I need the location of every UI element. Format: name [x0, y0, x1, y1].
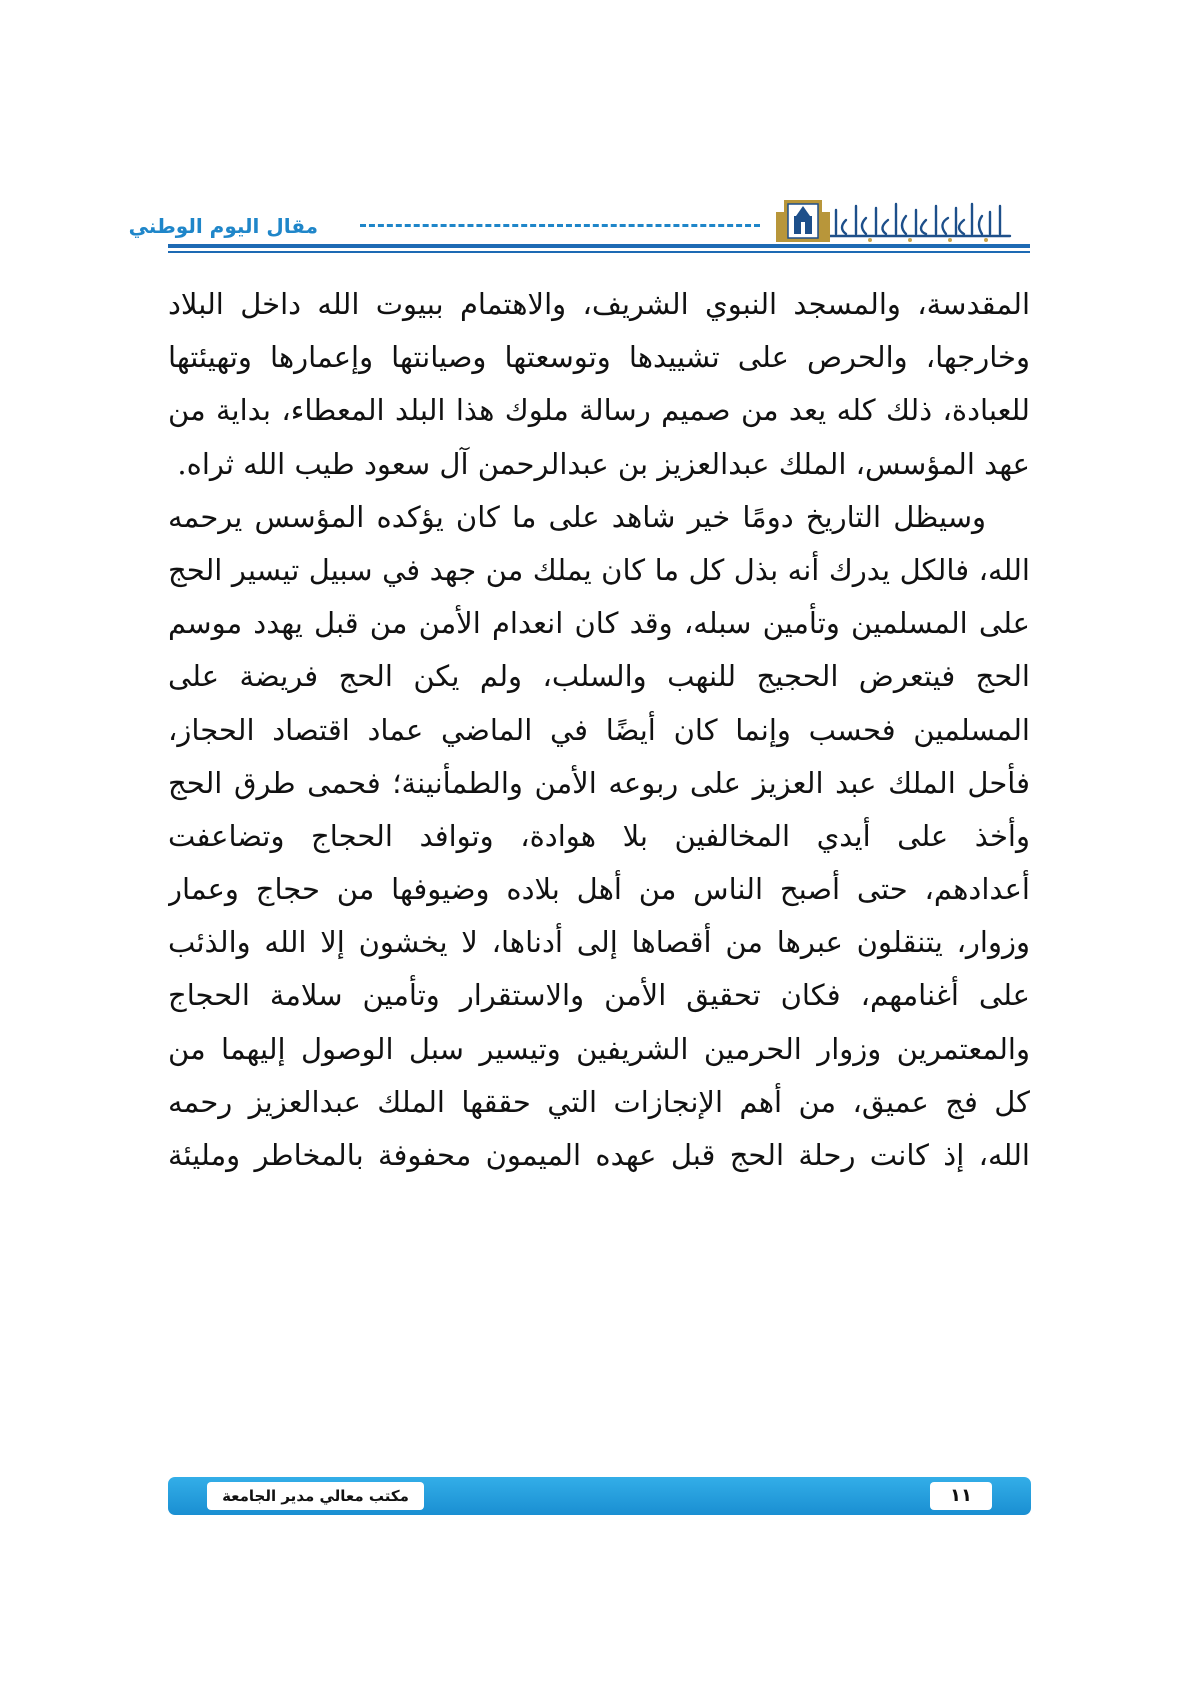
paragraph-line: وزوار، يتنقلون عبرها من أقصاها إلى أدناها، لا يخشون إلا الله والذئب [168, 925, 1030, 960]
university-logo [750, 194, 1030, 248]
page-header [128, 194, 1030, 258]
paragraph-line: وأخذ على أيدي المخالفين بلا هوادة، وتوافد الحجاج وتضاعفت [168, 818, 1030, 853]
paragraph-line: للعبادة، ذلك كله يعد من صميم رسالة ملوك هذا البلد المعطاء، بداية من [168, 393, 1030, 428]
paragraph-line: على أغنامهم، فكان تحقيق الأمن والاستقرار وتأمين سلامة الحجاج [168, 978, 1030, 1013]
paragraph-line: وخارجها، والحرص على تشييدها وتوسعتها وصيانتها وإعمارها وتهيئتها [168, 340, 1030, 375]
paragraph-line: الله، فالكل يدرك أنه بذل كل ما كان يملك من جهد في سبيل تيسير الحج [168, 552, 1030, 587]
header-divider [168, 244, 1030, 248]
paragraph-line: والمعتمرين وزوار الحرمين الشريفين وتيسير سبل الوصول إليهما من [168, 1031, 1030, 1066]
header-divider-thin [168, 251, 1030, 253]
article-body [168, 278, 1030, 1182]
paragraph-line: أعدادهم، حتى أصبح الناس من أهل بلاده وضيوفها من حجاج وعمار [168, 872, 1030, 907]
paragraph-line: عهد المؤسس، الملك عبدالعزيز بن عبدالرحمن آل سعود طيب الله ثراه. [177, 446, 1030, 481]
paragraph-line: الله، إذ كانت رحلة الحج قبل عهده الميمون محفوفة بالمخاطر ومليئة [168, 1138, 1030, 1172]
paragraph-line: وسيظل التاريخ دومًا خير شاهد على ما كان يؤكده المؤسس يرحمه [168, 499, 986, 534]
page-number: ١١ [930, 1482, 992, 1510]
header-dashed-divider [360, 224, 760, 227]
paragraph-line: على المسلمين وتأمين سبله، وقد كان انعدام الأمن من قبل يهدد موسم [168, 606, 1030, 641]
paragraph-line: كل فج عميق، من أهم الإنجازات التي حققها الملك عبدالعزيز رحمه [168, 1084, 1030, 1119]
paragraph-line: الحج فيتعرض الحجيج للنهب والسلب، ولم يكن الحج فريضة على [168, 659, 1030, 694]
paragraph-line: المسلمين فحسب وإنما كان أيضًا في الماضي عماد اقتصاد الحجاز، [168, 712, 1030, 747]
paragraph-line: فأحل الملك عبد العزيز على ربوعه الأمن والطمأنينة؛ فحمى طرق الحج [168, 765, 1030, 800]
section-title: مقال اليوم الوطني [128, 214, 318, 238]
paragraph-line: المقدسة، والمسجد النبوي الشريف، والاهتمام ببيوت الله داخل البلاد [168, 287, 1030, 321]
page-footer [168, 1477, 1031, 1515]
office-label: مكتب معالي مدير الجامعة [207, 1482, 424, 1510]
